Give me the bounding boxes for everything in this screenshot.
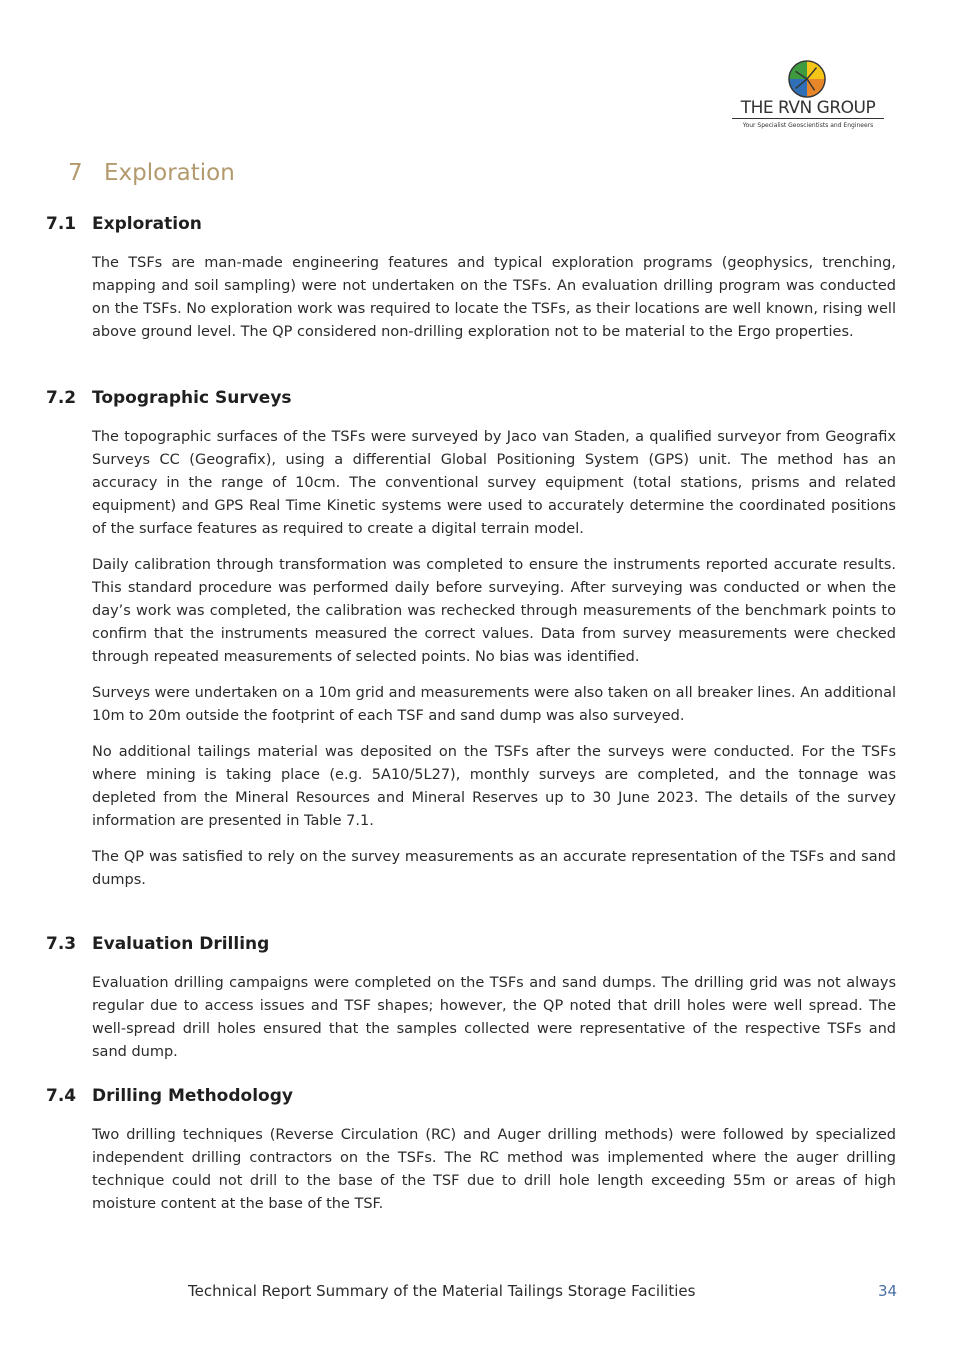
- chapter-title: Exploration: [104, 160, 235, 186]
- chapter-number: 7: [68, 160, 83, 186]
- page-number: 34: [878, 1282, 898, 1300]
- company-logo: [728, 58, 888, 134]
- paragraph: The TSFs are man-made engineering features and typical exploration programs (geophysics, trenching, mapping and soil sampling) were not undertaken on the TSFs. An evaluation drilling program was conducted on the TSFs. No exploration work was required to locate the TSFs, as their locations are well known, rising well above ground level. The QP considered non-drilling exploration not to be material to the Ergo properties.: [92, 255, 896, 340]
- section-title: Evaluation Drilling: [92, 934, 270, 954]
- paragraph: Daily calibration through transformation was completed to ensure the instruments reported accurate results. This standard procedure was performed daily before surveying. After surveying was conducted or when the day’s work was completed, the calibration was rechecked through measurements of the benchmark points to confirm that the instruments measured the correct values. Data from survey measurements were checked through repeated measurements of selected points. No bias was identified.: [92, 557, 896, 665]
- section-title: Topographic Surveys: [92, 388, 292, 408]
- section-number: 7.2: [46, 388, 77, 408]
- section-heading: [46, 214, 896, 238]
- section-7-3: [46, 934, 896, 1064]
- logo-tagline: Your Specialist Geoscientists and Engineers: [742, 122, 874, 129]
- paragraph: Evaluation drilling campaigns were completed on the TSFs and sand dumps. The drilling grid was not always regular due to access issues and TSF shapes; however, the QP noted that drill holes were well spread. The well-spread drill holes ensured that the samples collected were representative of the respective TSFs and sand dump.: [92, 975, 896, 1060]
- section-number: 7.1: [46, 214, 77, 234]
- logo-name: THE RVN GROUP: [732, 98, 884, 119]
- paragraph: No additional tailings material was deposited on the TSFs after the surveys were conducted. For the TSFs where mining is taking place (e.g. 5A10/5L27), monthly surveys are completed, and the tonnage was depleted from the Mineral Resources and Mineral Reserves up to 30 June 2023. The details of the survey information are presented in Table 7.1.: [92, 744, 896, 829]
- section-7-2: [46, 388, 896, 892]
- section-heading: [46, 934, 896, 958]
- section-heading: [46, 1086, 896, 1110]
- paragraph: The QP was satisfied to rely on the survey measurements as an accurate representation of the TSFs and sand dumps.: [92, 849, 896, 888]
- section-number: 7.4: [46, 1086, 77, 1106]
- paragraph: Two drilling techniques (Reverse Circulation (RC) and Auger drilling methods) were followed by specialized independent drilling contractors on the TSFs. The RC method was implemented where the auger drilling technique could not drill to the base of the TSF due to drill hole length exceeding 55m or areas of high moisture content at the base of the TSF.: [92, 1127, 896, 1212]
- chapter-heading: [68, 160, 235, 186]
- section-title: Exploration: [92, 214, 202, 234]
- paragraph: Surveys were undertaken on a 10m grid and measurements were also taken on all breaker lines. An additional 10m to 20m outside the footprint of each TSF and sand dump was also surveyed.: [92, 685, 896, 724]
- section-number: 7.3: [46, 934, 77, 954]
- section-7-1: [46, 214, 896, 344]
- logo-circle-icon: [788, 60, 826, 98]
- section-heading: [46, 388, 896, 412]
- section-title: Drilling Methodology: [92, 1086, 293, 1106]
- section-7-4: [46, 1086, 896, 1216]
- footer-title: Technical Report Summary of the Material Tailings Storage Facilities: [188, 1282, 696, 1300]
- paragraph: The topographic surfaces of the TSFs were surveyed by Jaco van Staden, a qualified surveyor from Geografix Surveys CC (Geografix), using a differential Global Positioning System (GPS) unit. The method has an accuracy in the range of 10cm. The conventional survey equipment (total stations, prisms and related equipment) and GPS Real Time Kinetic systems were used to accurately determine the coordinated positions of the surface features as required to create a digital terrain model.: [92, 429, 896, 537]
